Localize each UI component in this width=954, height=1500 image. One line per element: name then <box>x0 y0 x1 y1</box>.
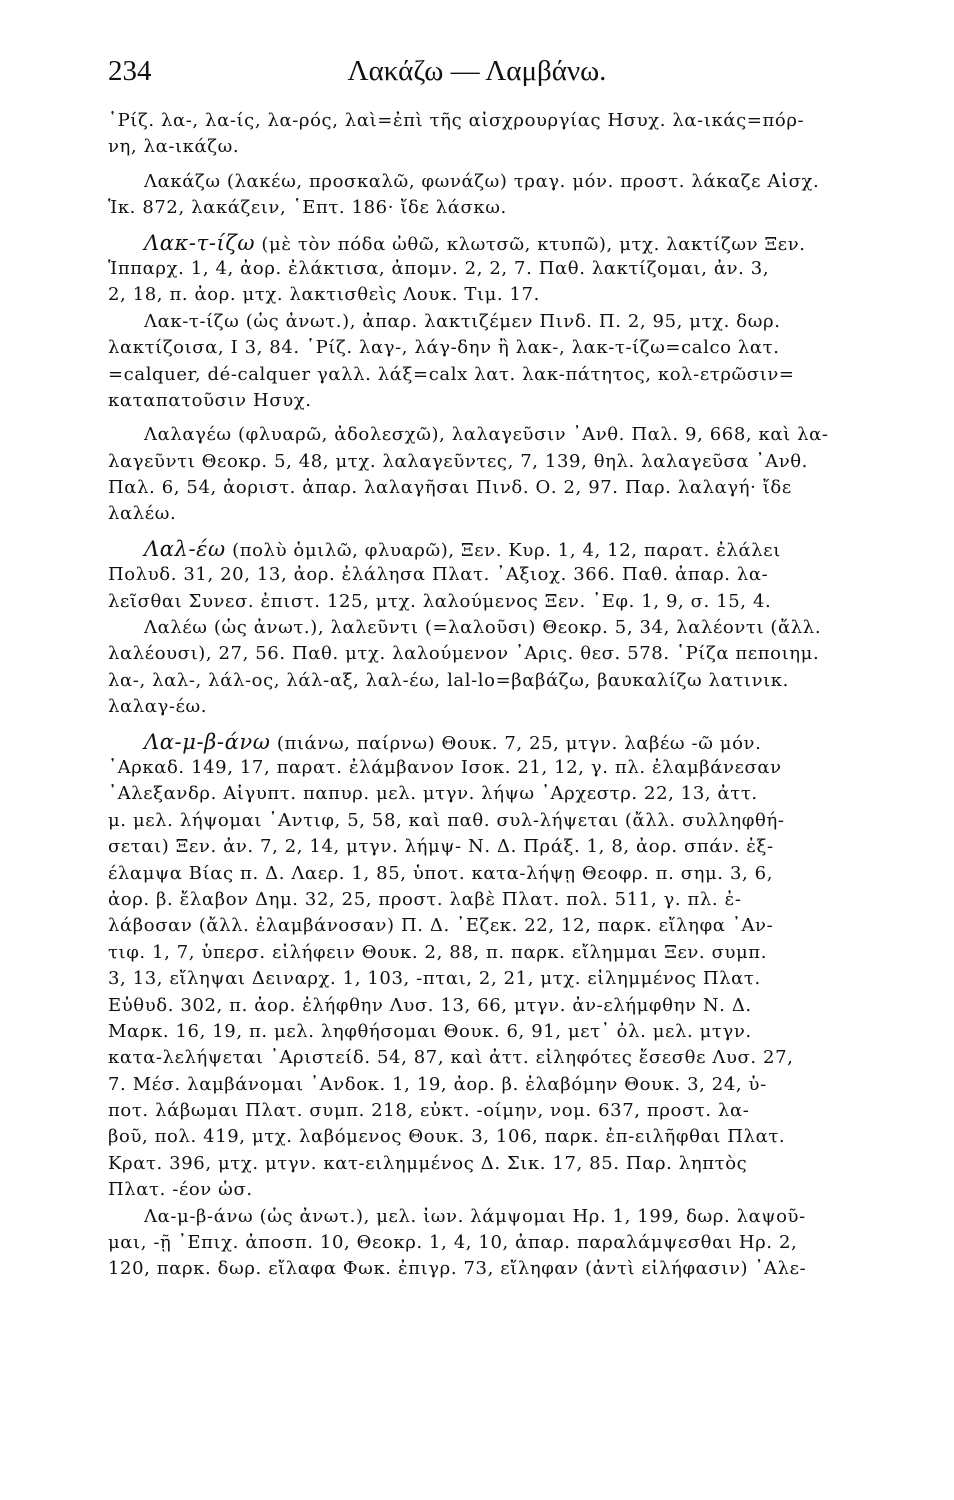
entry-lalageo <box>108 422 883 528</box>
line-text: Κρατ. 396, μτχ. μτγν. κατ-ειλημμένος Δ. Σικ. 17, 85. Παρ. ληπτὸς <box>108 1152 748 1174</box>
entry-lambano-2 <box>108 1204 883 1283</box>
entry-lambano <box>108 729 883 1204</box>
entry-line <box>108 362 883 388</box>
entry-line <box>108 1256 883 1282</box>
line-text: Ἱκ. 872, λακάζειν, ῾Επτ. 186· ἴδε λάσκω. <box>108 197 507 219</box>
entry-line <box>108 134 883 160</box>
entry-line <box>108 1230 883 1256</box>
entry-line <box>108 282 883 308</box>
entry-line <box>108 861 883 887</box>
entry-line <box>108 940 883 966</box>
entry-line <box>108 195 883 221</box>
entry-line <box>108 309 883 335</box>
entry-gap <box>108 161 883 169</box>
line-text: (μὲ τὸν πόδα ὠθῶ, κλωτσῶ, κτυπῶ), μτχ. λακτίζων Ξεν. <box>255 233 806 255</box>
line-text: λαλαγ-έω. <box>108 696 208 718</box>
entry-line <box>108 1204 883 1230</box>
dictionary-text <box>108 108 883 1283</box>
line-text: έλαμψα Βίας π. Δ. Λαερ. 1, 85, ὑποτ. κατα-λήψῃ Θεοφρ. π. σημ. 3, 6, <box>108 862 774 884</box>
entry-gap <box>108 528 883 536</box>
entry-line <box>108 1098 883 1124</box>
line-text: Λαλέω (ὡς ἀνωτ.), λαλεῦντι (=λαλοῦσι) Θεοκρ. 5, 34, λαλέοντι (ἄλλ. <box>144 617 822 639</box>
entry-laleo-2 <box>108 615 883 721</box>
line-text: Λα-μ-β-άνω (ὡς ἀνωτ.), μελ. ἰων. λάμψομαι Ηρ. 1, 199, δωρ. λαψοῦ- <box>144 1205 806 1227</box>
entry-line <box>108 834 883 860</box>
line-text: μαι, -ῇ ᾿Επιχ. ἀποσπ. 10, Θεοκρ. 1, 4, 10, ἀπαρ. παραλάμψεσθαι Ηρ. 2, <box>108 1232 798 1254</box>
lemma-headword: Λαλ-έω <box>144 536 226 561</box>
line-text: 7. Μέσ. λαμβάνομαι ᾿Ανδοκ. 1, 19, ἀορ. β. ἐλαβόμην Θουκ. 3, 24, ὑ- <box>108 1073 767 1095</box>
entry-gap <box>108 222 883 230</box>
entry-line <box>108 808 883 834</box>
entry-line <box>108 1124 883 1150</box>
line-text: Μαρκ. 16, 19, π. μελ. ληφθήσομαι Θουκ. 6, 91, μετ᾿ ὀλ. μελ. μτγν. <box>108 1020 752 1042</box>
line-text: =calquer, dé-calquer γαλλ. λάξ=calx λατ. λακ-πάτητος, κολ-ετρῶσιν= <box>108 363 795 385</box>
entry-gap <box>108 721 883 729</box>
line-text: 2, 18, π. ἀορ. μτχ. λακτισθεὶς Λουκ. Τιμ. 17. <box>108 284 540 306</box>
line-text: (πολὺ ὁμιλῶ, φλυαρῶ), Ξεν. Κυρ. 1, 4, 12, παρατ. ἐλάλει <box>225 539 781 561</box>
entry-line <box>108 615 883 641</box>
lemma-headword: Λακ-τ-ίζω <box>144 230 256 255</box>
line-text: Εὐθυδ. 302, π. ἀορ. ἐλήφθην Λυσ. 13, 66, μτγν. ἀν-ελήμφθην Ν. Δ. <box>108 994 752 1016</box>
entry-line <box>108 562 883 588</box>
entry-line <box>108 1072 883 1098</box>
entry-line <box>108 781 883 807</box>
entry-line <box>108 1151 883 1177</box>
line-text: τιφ. 1, 7, ὑπερσ. εἰλήφειν Θουκ. 2, 88, π. παρκ. εἴλημμαι Ξεν. συμπ. <box>108 941 768 963</box>
entry-lakazo <box>108 169 883 222</box>
entry-line <box>108 536 883 562</box>
entry-line <box>108 1045 883 1071</box>
entry-riza-lakazo <box>108 108 883 161</box>
line-text: ἀορ. β. ἔλαβον Δημ. 32, 25, προστ. λαβὲ Πλατ. πολ. 511, γ. πλ. ἐ- <box>108 888 742 910</box>
entry-line <box>108 449 883 475</box>
line-text: λεῖσθαι Συνεσ. ἐπιστ. 125, μτχ. λαλούμενος Ξεν. ᾿Εφ. 1, 9, σ. 15, 4. <box>108 590 772 612</box>
line-text: 3, 13, εἴληψαι Δειναρχ. 1, 103, -πται, 2, 21, μτχ. εἰλημμένος Πλατ. <box>108 968 761 990</box>
line-text: λα-, λαλ-, λάλ-ος, λάλ-αξ, λαλ-έω, lal-lo=βαβάζω, βαυκαλίζω λατινικ. <box>108 669 789 691</box>
line-text: Ἱππαρχ. 1, 4, ἀορ. ἐλάκτισα, ἀπομν. 2, 2, 7. Παθ. λακτίζομαι, ἀν. 3, <box>108 257 770 279</box>
entry-laktizo-2 <box>108 309 883 415</box>
line-text: καταπατοῦσιν Ησυχ. <box>108 389 312 411</box>
entry-line <box>108 729 883 755</box>
line-text: λαλέω. <box>108 503 177 525</box>
line-text: λακτίζοισα, Ι 3, 84. ῾Ρίζ. λαγ-, λάγ-δην ἢ λακ-, λακ-τ-ίζω=calco λατ. <box>108 337 780 359</box>
running-title: Λακάζω — Λαμβάνω. <box>347 55 607 87</box>
line-text: 120, παρκ. δωρ. εἴλαφα Φωκ. ἐπιγρ. 73, εἴληφαν (ἀντὶ εἰλήφασιν) ᾿Αλε- <box>108 1258 807 1280</box>
line-text: Λακάζω (λακέω, προσκαλῶ, φωνάζω) τραγ. μόν. προστ. λάκαζε Αἰσχ. <box>144 170 820 192</box>
line-text: λάβοσαν (ἄλλ. ἐλαμβάνοσαν) Π. Δ. ᾿Εζεκ. 22, 12, παρκ. εἴληφα ᾿Αν- <box>108 915 774 937</box>
entry-line <box>108 1019 883 1045</box>
entry-line <box>108 589 883 615</box>
line-text: λαλέουσι), 27, 56. Παθ. μτχ. λαλούμενον ᾿Αρις. θεσ. 578. ῾Ρίζα πεποιημ. <box>108 643 820 665</box>
line-text: ᾿Αλεξανδρ. Αἰγυπτ. παπυρ. μελ. μτγν. λήψω ᾿Αρχεστρ. 22, 13, ἀττ. <box>108 783 758 805</box>
entry-line <box>108 169 883 195</box>
entry-line <box>108 256 883 282</box>
line-text: (πιάνω, παίρνω) Θουκ. 7, 25, μτγν. λαβέω -ῶ μόν. <box>270 732 762 754</box>
entry-line <box>108 422 883 448</box>
line-text: νη, λα-ικάζω. <box>108 136 240 158</box>
entry-line <box>108 913 883 939</box>
page-number: 234 <box>108 55 152 87</box>
lemma-headword: Λα-μ-β-άνω <box>144 729 271 754</box>
entry-line <box>108 475 883 501</box>
entry-line <box>108 388 883 414</box>
entry-line <box>108 887 883 913</box>
line-text: μ. μελ. λήψομαι ᾿Αντιφ, 5, 58, καὶ παθ. συλ-λήψεται (ἄλλ. συλληφθή- <box>108 809 785 831</box>
entry-line <box>108 668 883 694</box>
line-text: ποτ. λάβωμαι Πλατ. συμπ. 218, εὐκτ. -οίμην, νομ. 637, προστ. λα- <box>108 1100 750 1122</box>
entry-line <box>108 501 883 527</box>
line-text: Παλ. 6, 54, ἀοριστ. ἀπαρ. λαλαγῆσαι Πινδ. Ο. 2, 97. Παρ. λαλαγή· ἴδε <box>108 477 792 499</box>
line-text: Πολυδ. 31, 20, 13, ἀορ. ἐλάλησα Πλατ. ᾿Αξιοχ. 366. Παθ. ἀπαρ. λα- <box>108 564 769 586</box>
line-text: κατα-λελήψεται ᾿Αριστείδ. 54, 87, καὶ ἀττ. εἰληφότες ἔσεσθε Λυσ. 27, <box>108 1047 794 1069</box>
entry-line <box>108 641 883 667</box>
line-text: λαγεῦντι Θεοκρ. 5, 48, μτχ. λαλαγεῦντες, 7, 139, θηλ. λαλαγεῦσα ᾿Ανθ. <box>108 450 808 472</box>
entry-gap <box>108 414 883 422</box>
entry-line <box>108 966 883 992</box>
entry-line <box>108 694 883 720</box>
entry-line <box>108 335 883 361</box>
line-text: Λαλαγέω (φλυαρῶ, ἀδολεσχῶ), λαλαγεῦσιν ᾿Ανθ. Παλ. 9, 668, καὶ λα- <box>144 424 829 446</box>
entry-line <box>108 230 883 256</box>
line-text: ῾Ρίζ. λα-, λα-ίς, λα-ρός, λαὶ=ἐπὶ τῆς αἰσχρουργίας Ησυχ. λα-ικάς=πόρ- <box>108 110 805 131</box>
line-text: Λακ-τ-ίζω (ὡς ἀνωτ.), ἀπαρ. λακτιζέμεν Πινδ. Π. 2, 95, μτχ. δωρ. <box>144 310 781 332</box>
entry-line <box>108 755 883 781</box>
entry-laktizo <box>108 230 883 309</box>
entry-line <box>108 1177 883 1203</box>
line-text: Πλατ. -έον ὡσ. <box>108 1179 253 1201</box>
line-text: σεται) Ξεν. ἀν. 7, 2, 14, μτγν. λήμψ- Ν. Δ. Πράξ. 1, 8, ἀορ. σπάν. ἐξ- <box>108 836 774 858</box>
entry-line <box>108 108 883 134</box>
entry-line <box>108 993 883 1019</box>
entry-laleo <box>108 536 883 615</box>
line-text: βοῦ, πολ. 419, μτχ. λαβόμενος Θουκ. 3, 106, παρκ. ἐπ-ειλῆφθαι Πλατ. <box>108 1126 786 1148</box>
line-text: ᾿Αρκαδ. 149, 17, παρατ. ἐλάμβανον Ισοκ. 21, 12, γ. πλ. ἐλαμβάνεσαν <box>108 756 782 778</box>
